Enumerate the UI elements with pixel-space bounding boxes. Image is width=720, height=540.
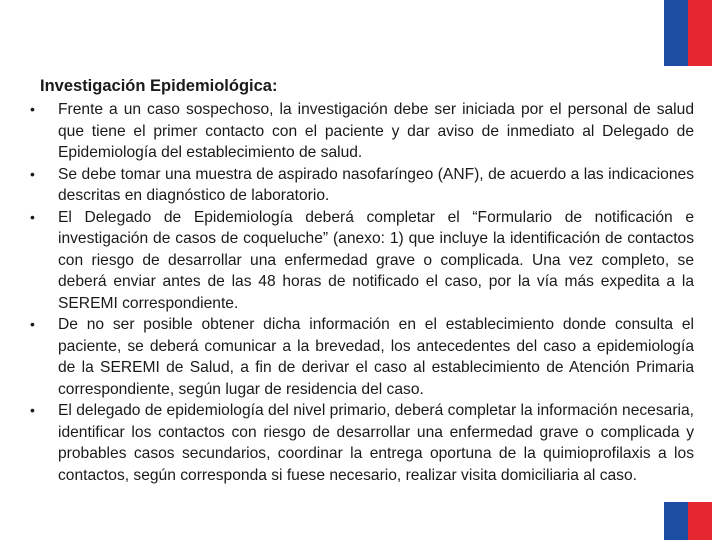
bullet-dot: •: [30, 101, 35, 117]
flag-bar-blue: [664, 502, 688, 540]
bullet-item: [28, 207, 694, 315]
bullet-dot: •: [30, 316, 35, 332]
bullet-dot: •: [30, 208, 35, 225]
bullet-list: [28, 99, 694, 486]
flag-bar-red: [688, 0, 712, 66]
bullet-text: Frente a un caso sospechoso, la investigación debe ser iniciada por el personal de salud que tiene el primer contacto con el paciente y dar aviso de inmediato al Delegado de Epidemiología del establecimiento de salud.: [58, 101, 694, 161]
flag-bars-bottom: [664, 502, 712, 540]
bullet-text: El Delegado de Epidemiología deberá completar el “Formulario de notificación e investigación de casos de coqueluche” (anexo: 1) que incluye la identificación de contactos con riesgo de desarrollar una enfermedad grave o complicada. Una vez completo, se deberá enviar antes de las 48 horas de notificado el caso, por la vía más expedita a la SEREMI correspondiente.: [58, 208, 694, 312]
bullet-item: [28, 164, 694, 207]
flag-bar-red: [688, 502, 712, 540]
bullet-text: Se debe tomar una muestra de aspirado nasofaríngeo (ANF), de acuerdo a las indicaciones descritas en diagnóstico de laboratorio.: [58, 165, 694, 204]
flag-bars-top: [664, 0, 712, 66]
slide-content: [28, 76, 694, 486]
slide-heading: Investigación Epidemiológica:: [40, 77, 278, 95]
bullet-item: [28, 400, 694, 486]
flag-bar-blue: [664, 0, 688, 66]
bullet-dot: •: [30, 402, 35, 418]
bullet-item: [28, 314, 694, 400]
bullet-text: De no ser posible obtener dicha información en el establecimiento donde consulta el paciente, se deberá comunicar a la brevedad, los antecedentes del caso a epidemiología de la SEREMI de Salud, a fin de derivar el caso al establecimiento de Atención Primaria correspondiente, según lugar de residencia del caso.: [58, 316, 694, 398]
bullet-dot: •: [30, 165, 35, 182]
bullet-item: [28, 99, 694, 164]
bullet-text: El delegado de epidemiología del nivel primario, deberá completar la información necesaria, identificar los contactos con riesgo de desarrollar una enfermedad grave o complicada y probables casos secundarios, coordinar la entrega oportuna de la quimioprofilaxis a los contactos, según corresponda si fuese necesario, realizar visita domiciliaria al caso.: [58, 402, 694, 484]
